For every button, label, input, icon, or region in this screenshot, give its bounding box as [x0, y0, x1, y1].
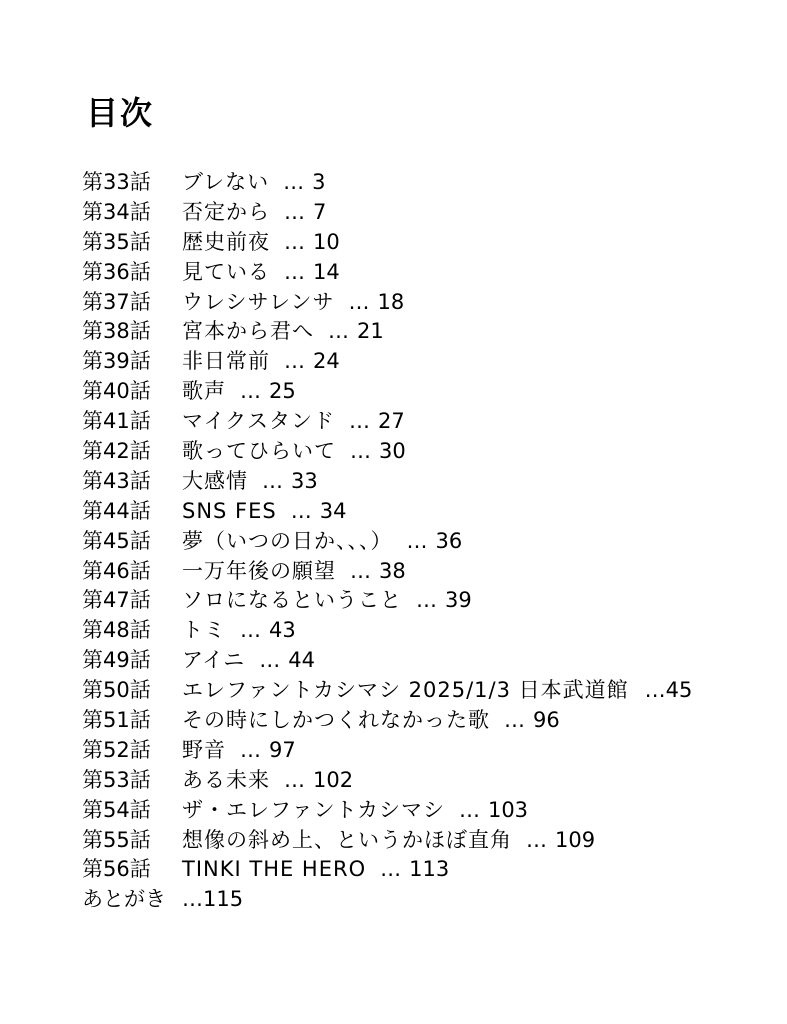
chapter-number: 第38話	[82, 319, 151, 344]
dot-leader: …	[262, 468, 281, 493]
dot-leader: …	[283, 170, 303, 194]
page-number: 96	[533, 708, 560, 733]
chapter-title: ソロになるということ	[182, 588, 402, 613]
chapter-number: 第39話	[82, 349, 151, 374]
chapter-number: 第35話	[82, 229, 151, 254]
toc-title: 目次	[86, 94, 155, 132]
dot-leader: …	[458, 797, 478, 822]
chapter-number: 第54話	[82, 797, 151, 822]
page-number: 21	[357, 319, 384, 344]
toc-entry	[82, 317, 692, 347]
page-number: 103	[487, 797, 529, 822]
toc-entry	[82, 288, 692, 318]
page-number: 34	[319, 498, 347, 523]
toc-entry	[82, 616, 692, 646]
chapter-title: 歌声	[182, 379, 226, 404]
afterword-label: あとがき	[82, 887, 166, 912]
page-number: 3	[312, 170, 326, 194]
dot-leader: …	[284, 349, 303, 374]
chapter-title: SNS FES	[182, 498, 277, 523]
page-number: 115	[203, 887, 244, 912]
toc-entry	[82, 706, 692, 736]
page-number: 33	[291, 468, 318, 493]
dot-leader: …	[240, 618, 259, 643]
toc-entry	[82, 646, 692, 676]
chapter-title: 見ている	[182, 259, 270, 284]
chapter-number: 第47話	[82, 588, 151, 613]
dot-leader: …	[526, 827, 545, 852]
toc-entry	[82, 228, 692, 258]
toc-entry	[82, 796, 692, 826]
chapter-number: 第42話	[82, 439, 151, 464]
dot-leader: …	[504, 708, 523, 733]
chapter-title: TINKI THE HERO	[182, 857, 367, 882]
page-number: 14	[313, 259, 340, 284]
chapter-title: マイクスタンド	[182, 409, 335, 434]
page-number: 44	[288, 648, 316, 673]
toc-entry	[82, 467, 692, 497]
chapter-number: 第46話	[82, 558, 151, 583]
dot-leader: …	[182, 887, 201, 912]
dot-leader: …	[416, 588, 435, 613]
toc-entry	[82, 407, 692, 437]
dot-leader: …	[348, 409, 368, 434]
dot-leader: …	[284, 259, 303, 284]
chapter-title: その時にしかつくれなかった歌	[182, 708, 490, 733]
toc-entry	[82, 586, 692, 616]
chapter-number: 第56話	[82, 857, 151, 882]
toc-entry	[82, 557, 692, 587]
page-number: 10	[313, 229, 340, 254]
chapter-title: 野音	[182, 737, 226, 762]
chapter-title: ブレない	[182, 170, 270, 194]
toc-entry	[82, 198, 692, 228]
chapter-title: ある未来	[182, 767, 270, 792]
toc-entry	[82, 676, 692, 706]
page-number: 25	[269, 379, 296, 404]
page-number: 24	[313, 349, 340, 374]
chapter-title: アイニ	[182, 648, 246, 673]
page-number: 7	[313, 199, 327, 224]
chapter-number: 第49話	[82, 648, 151, 673]
chapter-number: 第41話	[82, 409, 151, 434]
toc-entry	[82, 766, 692, 796]
dot-leader: …	[348, 289, 368, 314]
chapter-title: 非日常前	[182, 349, 270, 374]
dot-leader: …	[380, 857, 400, 882]
page-number: 43	[269, 618, 296, 643]
dot-leader: …	[284, 767, 303, 792]
page-number: 109	[555, 827, 596, 852]
chapter-number: 第36話	[82, 259, 151, 284]
page-number: 113	[409, 857, 450, 882]
page-number: 39	[445, 588, 472, 613]
chapter-number: 第40話	[82, 379, 151, 404]
dot-leader: …	[284, 199, 303, 224]
chapter-number: 第55話	[82, 827, 151, 852]
toc-list	[82, 168, 692, 915]
chapter-title: 一万年後の願望	[182, 558, 336, 583]
toc-entry	[82, 736, 692, 766]
chapter-title: ザ・エレファントカシマシ	[182, 797, 445, 822]
chapter-title: トミ	[182, 618, 226, 643]
dot-leader: …	[350, 439, 369, 464]
page-number: 45	[665, 678, 693, 703]
toc-entry	[82, 497, 692, 527]
page-number: 97	[269, 737, 296, 762]
chapter-number: 第44話	[82, 498, 151, 523]
dot-leader: …	[350, 558, 369, 583]
page-number: 27	[377, 409, 405, 434]
dot-leader: …	[406, 528, 426, 553]
chapter-title: 宮本から君へ	[182, 319, 314, 344]
toc-entry	[82, 527, 692, 557]
chapter-title: 大感情	[182, 468, 248, 493]
chapter-title: ウレシサレンサ	[182, 289, 335, 314]
chapter-title: 想像の斜め上、というかほぼ直角	[182, 827, 512, 852]
dot-leader: …	[290, 498, 310, 523]
dot-leader: …	[240, 737, 259, 762]
toc-entry	[82, 347, 692, 377]
page-number: 30	[379, 439, 406, 464]
chapter-number: 第51話	[82, 708, 151, 733]
chapter-number: 第50話	[82, 678, 151, 703]
dot-leader: …	[328, 319, 347, 344]
dot-leader: …	[644, 678, 664, 703]
toc-entry-afterword	[82, 885, 692, 915]
chapter-title: 歴史前夜	[182, 229, 270, 254]
dot-leader: …	[259, 648, 279, 673]
page-number: 102	[313, 767, 354, 792]
chapter-title: エレファントカシマシ 2025/1/3 日本武道館	[182, 678, 629, 703]
toc-entry	[82, 437, 692, 467]
dot-leader: …	[240, 379, 259, 404]
chapter-number: 第37話	[82, 289, 151, 314]
chapter-title: 否定から	[182, 199, 270, 224]
toc-entry	[82, 258, 692, 288]
chapter-number: 第45話	[82, 528, 151, 553]
chapter-number: 第33話	[82, 170, 151, 194]
chapter-number: 第34話	[82, 199, 151, 224]
toc-entry	[82, 826, 692, 856]
toc-entry	[82, 855, 692, 885]
chapter-title: 夢（いつの日か、、、）	[182, 528, 393, 553]
chapter-number: 第48話	[82, 618, 151, 643]
chapter-number: 第43話	[82, 468, 151, 493]
chapter-title: 歌ってひらいて	[182, 439, 336, 464]
chapter-number: 第53話	[82, 767, 151, 792]
toc-entry	[82, 377, 692, 407]
page-number: 36	[435, 528, 463, 553]
toc-entry	[82, 168, 692, 198]
page-number: 38	[379, 558, 406, 583]
dot-leader: …	[284, 229, 303, 254]
page-number: 18	[377, 289, 405, 314]
chapter-number: 第52話	[82, 737, 151, 762]
